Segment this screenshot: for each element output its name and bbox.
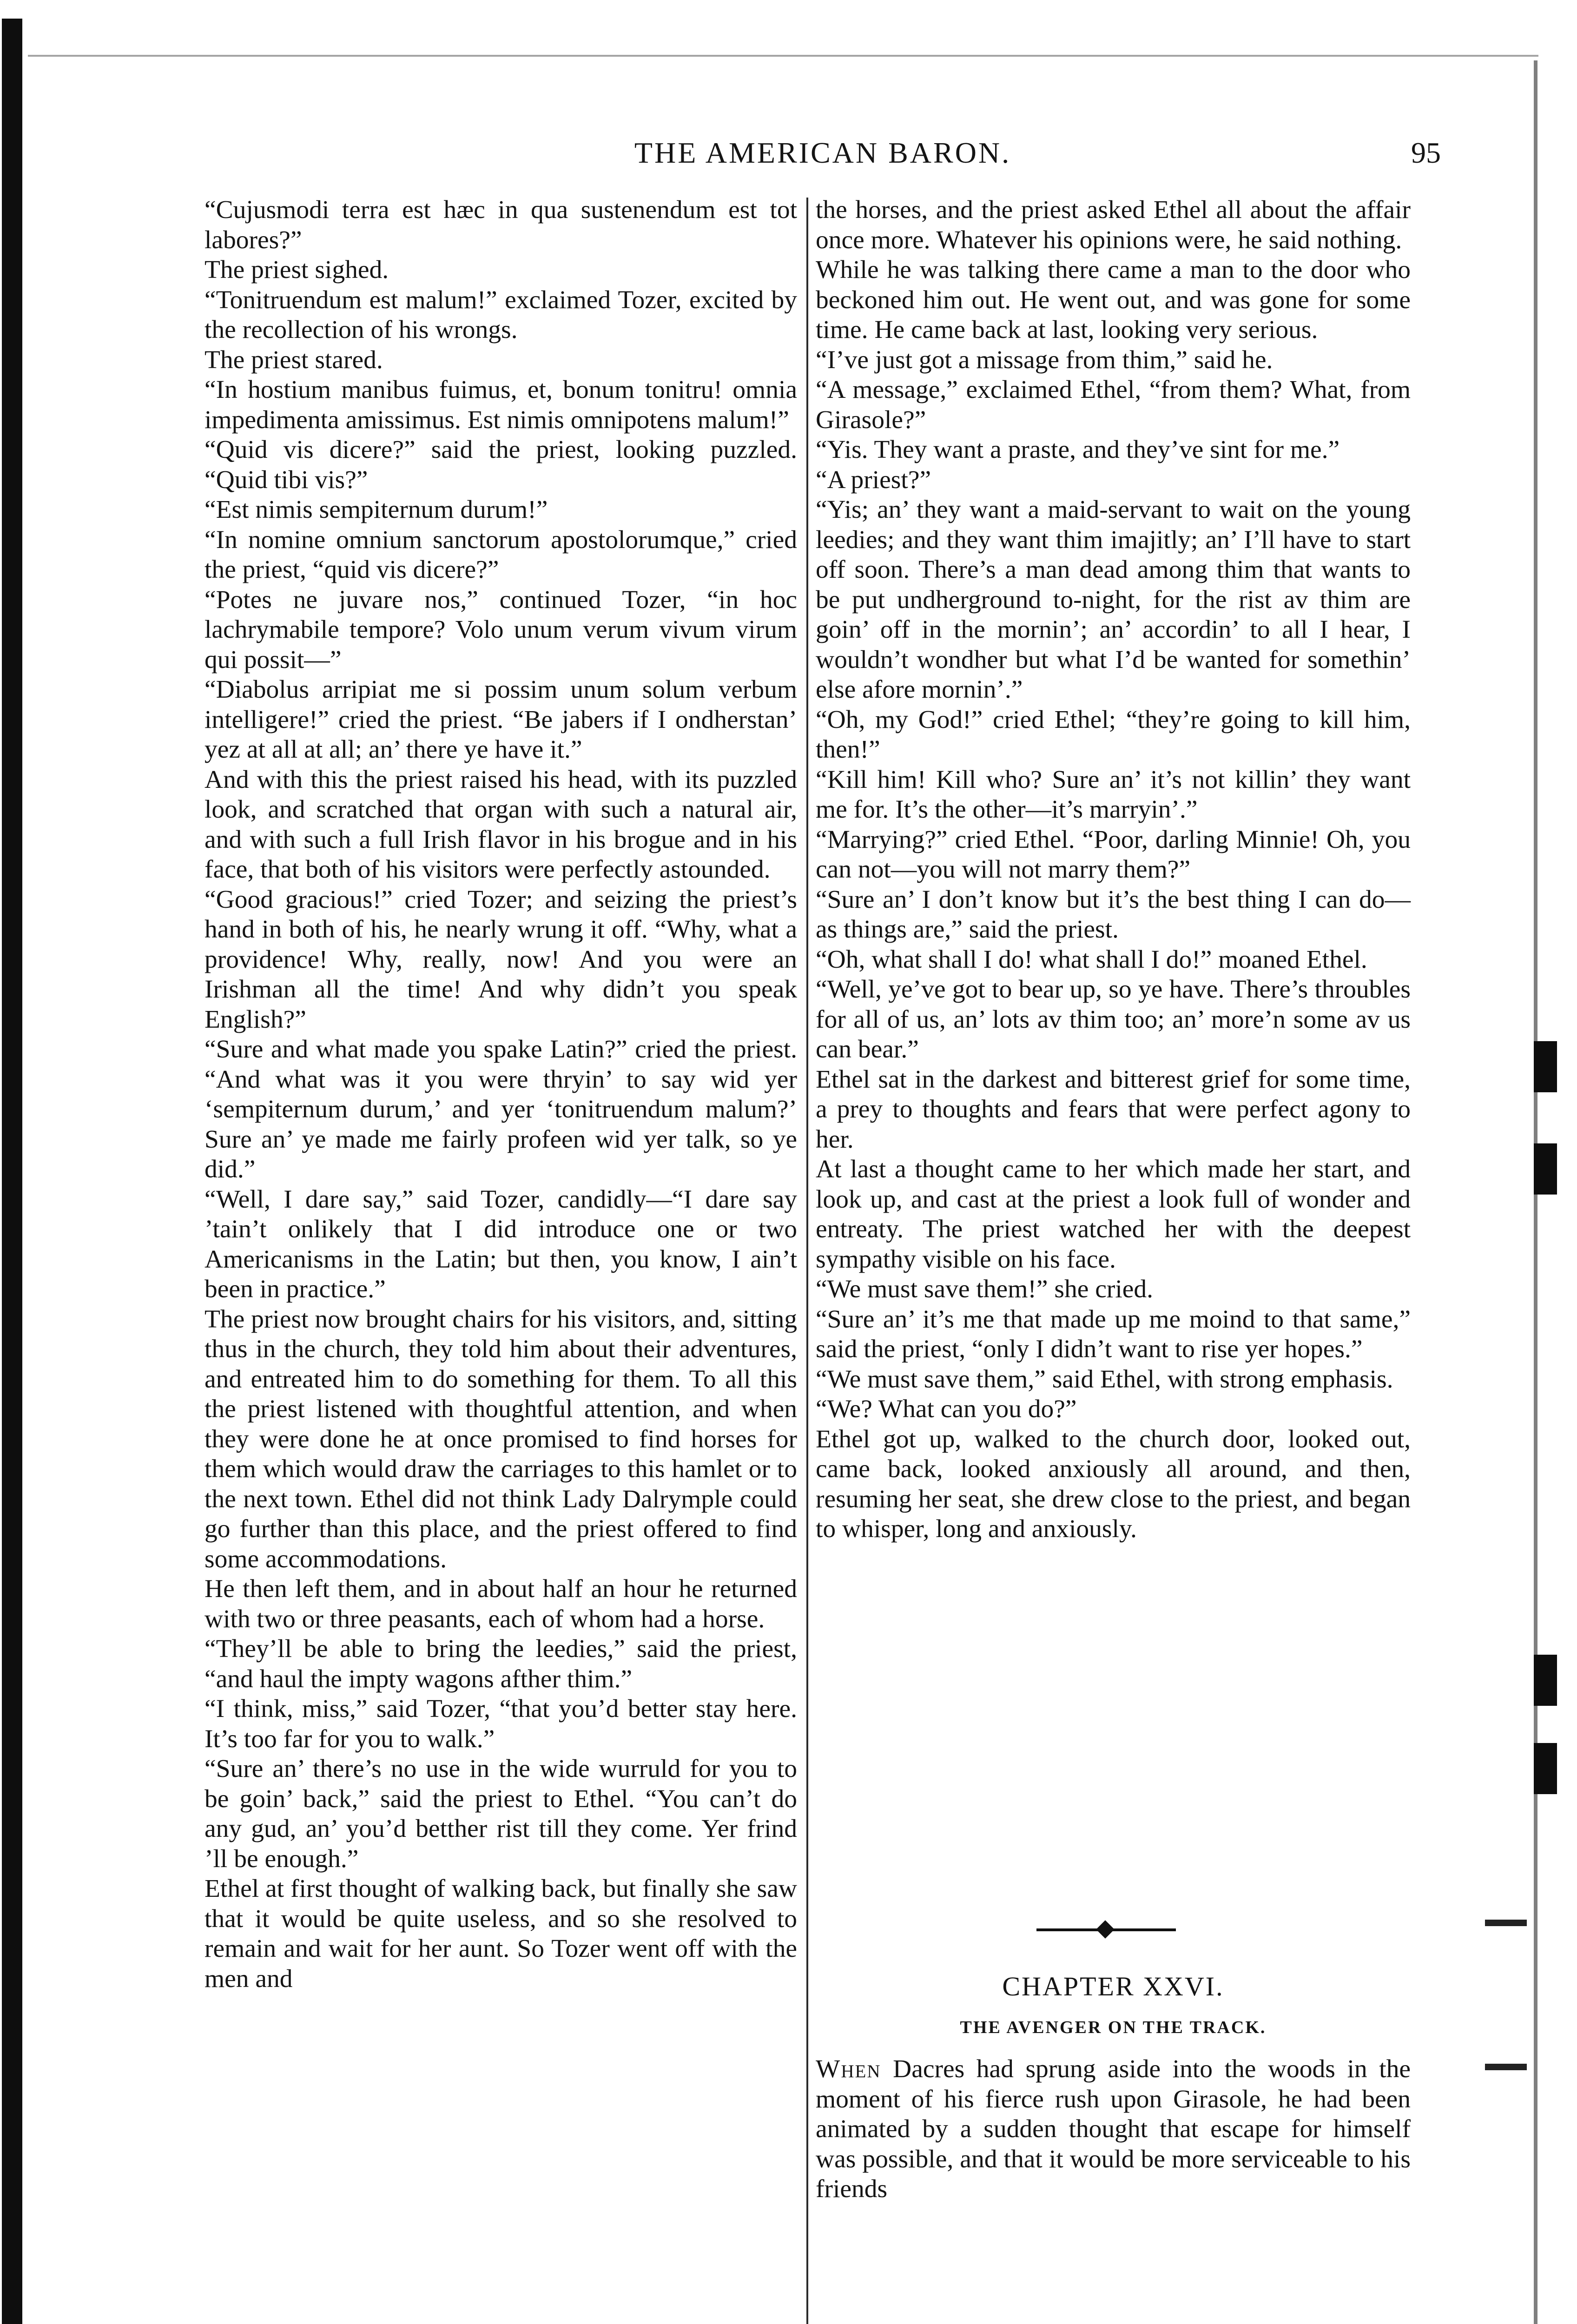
paragraph: “We? What can you do?” bbox=[816, 1395, 1077, 1423]
scan-margin-mark bbox=[1534, 1655, 1557, 1706]
paragraph: “We must save them!” she cried. bbox=[816, 1275, 1153, 1303]
left-column bbox=[205, 195, 797, 1994]
paragraph: “A priest?” bbox=[816, 465, 931, 494]
section-separator-ornament bbox=[1036, 1922, 1176, 1938]
page-binding-edge bbox=[2, 19, 22, 2324]
paragraph: “Kill him! Kill who? Sure an’ it’s not killin’ they want me for. It’s the other—it’s marryin’.” bbox=[816, 765, 1411, 824]
running-title: THE AMERICAN BARON. bbox=[634, 136, 1011, 169]
page-top-edge bbox=[28, 55, 1538, 57]
paragraph: Ethel sat in the darkest and bitterest grief for some time, a prey to thoughts and fears that were perfect agony to her. bbox=[816, 1065, 1411, 1154]
paragraph: “Diabolus arripiat me si possim unum solum verbum intelligere!” cried the priest. “Be jabers if I ondherstan’ yez at all at all; an’ there ye have it.” bbox=[205, 675, 797, 764]
paragraph: He then left them, and in about half an hour he returned with two or three peasants, each of whom had a horse. bbox=[205, 1575, 797, 1633]
paragraph: The priest now brought chairs for his visitors, and, sitting thus in the church, they told him about their adventures, and entreated him to do something for them. To all this the priest listened with thoughtful attention, and when they were done he at once promised to find horses for them which would draw the carriages to this hamlet or to the next town. Ethel did not think Lady Dalrymple could go further than this place, and the priest offered to find some accommodations. bbox=[205, 1305, 797, 1573]
page-number: 95 bbox=[1411, 136, 1441, 169]
scan-margin-stroke bbox=[1485, 1920, 1527, 1926]
paragraph: “Quid vis dicere?” said the priest, looking puzzled. “Quid tibi vis?” bbox=[205, 436, 797, 494]
paragraph: The priest stared. bbox=[205, 345, 383, 374]
paragraph: “I’ve just got a missage from thim,” said he. bbox=[816, 345, 1273, 374]
paragraph: “Well, ye’ve got to bear up, so ye have. There’s throubles for all of us, an’ lots av thim too; an’ more’n some av us can bear.” bbox=[816, 975, 1411, 1063]
paragraph: And with this the priest raised his head, with its puzzled look, and scratched that organ with such a natural air, and with such a full Irish flavor in his brogue and in his face, that both of his visitors were perfectly astounded. bbox=[205, 765, 797, 884]
running-head bbox=[205, 136, 1441, 182]
paragraph: “Well, I dare say,” said Tozer, candidly—“I dare say ’tain’t onlikely that I did introduce one or two Americanisms in the Latin; but then, you know, I ain’t been in practice.” bbox=[205, 1185, 797, 1303]
paragraph: “Sure an’ there’s no use in the wide wurruld for you to be goin’ back,” said the priest to Ethel. “You can’t do any gud, an’ you’d betther rist till they come. Yer frind ’ll be enough.” bbox=[205, 1755, 797, 1873]
paragraph: At last a thought came to her which made her start, and look up, and cast at the priest a look full of wonder and entreaty. The priest watched her with the deepest sympathy visible on his face. bbox=[816, 1155, 1411, 1274]
scan-margin-stroke bbox=[1485, 2064, 1527, 2070]
paragraph: “Sure and what made you spake Latin?” cried the priest. “And what was it you were thryin’ to say wid yer ‘sempiternum durum,’ and yer ‘tonitruendum malum?’ Sure an’ ye made me fairly profeen wid yer talk, so ye did.” bbox=[205, 1035, 797, 1183]
paragraph: “We must save them,” said Ethel, with strong emphasis. bbox=[816, 1365, 1393, 1393]
paragraph: Ethel got up, walked to the church door, looked out, came back, looked anxiously all around, and then, resuming her seat, she drew close to the priest, and began to whisper, long and anxiously. bbox=[816, 1425, 1411, 1543]
paragraph: “A message,” exclaimed Ethel, “from them? What, from Girasole?” bbox=[816, 376, 1411, 434]
paragraph: While he was talking there came a man to the door who beckoned him out. He went out, and was gone for some time. He came back at last, looking very serious. bbox=[816, 256, 1411, 344]
scan-margin-mark bbox=[1534, 1143, 1557, 1195]
paragraph: The priest sighed. bbox=[205, 256, 389, 284]
paragraph: “Marrying?” cried Ethel. “Poor, darling Minnie! Oh, you can not—you will not marry them?” bbox=[816, 825, 1411, 884]
paragraph: “Est nimis sempiternum durum!” bbox=[205, 495, 548, 524]
paragraph: “Yis. They want a praste, and they’ve sint for me.” bbox=[816, 436, 1340, 464]
paragraph: “In nomine omnium sanctorum apostolorumque,” cried the priest, “quid vis dicere?” bbox=[205, 525, 797, 584]
paragraph: “They’ll be able to bring the leedies,” said the priest, “and haul the impty wagons afther thim.” bbox=[205, 1635, 797, 1693]
paragraph: “Cujusmodi terra est hæc in qua sustenendum est tot labores?” bbox=[205, 196, 797, 254]
paragraph: “Yis; an’ they want a maid-servant to wait on the young leedies; and they want thim imajitly; an’ I’ll have to start off soon. There’s a man dead among thim that wants to be put undherground to-night, for the rist av thim are goin’ off in the mornin’; an’ accordin’ to all I hear, I wouldn’t wondher but what I’d be wanted for somethin’ else afore mornin’.” bbox=[816, 495, 1411, 704]
chapter-opening-text: Dacres had sprung aside into the woods in the moment of his fierce rush upon Girasole, he had been animated by a sudden thought that escape for himself was possible, and that it would be more serviceable to his friends bbox=[816, 2055, 1411, 2203]
paragraph: “Tonitruendum est malum!” exclaimed Tozer, excited by the recollection of his wrongs. bbox=[205, 285, 797, 344]
scan-margin-mark bbox=[1534, 1041, 1557, 1092]
paragraph: the horses, and the priest asked Ethel all about the affair once more. Whatever his opinions were, he said nothing. bbox=[816, 196, 1411, 254]
chapter-heading: CHAPTER XXVI. bbox=[1002, 1971, 1224, 2001]
paragraph: “I think, miss,” said Tozer, “that you’d better stay here. It’s too far for you to walk.” bbox=[205, 1695, 797, 1753]
paragraph: “In hostium manibus fuimus, et, bonum tonitru! omnia impedimenta amissimus. Est nimis omnipotens malum!” bbox=[205, 376, 797, 434]
paragraph: “Good gracious!” cried Tozer; and seizing the priest’s hand in both of his, he nearly wrung it off. “Why, what a providence! Why, really, now! And you were an Irishman all the time! And why didn’t you speak English?” bbox=[205, 885, 797, 1034]
paragraph: “Sure an’ I don’t know but it’s the best thing I can do—as things are,” said the priest. bbox=[816, 885, 1411, 944]
right-column bbox=[816, 195, 1411, 1545]
paragraph: “Potes ne juvare nos,” continued Tozer, “in hoc lachrymabile tempore? Volo unum verum vivum virum qui possit—” bbox=[205, 585, 797, 674]
paragraph: “Oh, my God!” cried Ethel; “they’re going to kill him, then!” bbox=[816, 705, 1411, 764]
paragraph: “Sure an’ it’s me that made up me moind to that same,” said the priest, “only I didn’t want to rise yer hopes.” bbox=[816, 1305, 1411, 1363]
paragraph: Ethel at first thought of walking back, but finally she saw that it would be quite useless, and so she resolved to remain and wait for her aunt. So Tozer went off with the men and bbox=[205, 1875, 797, 1993]
column-divider bbox=[806, 198, 808, 2324]
chapter-opening bbox=[816, 2054, 1411, 2205]
scan-margin-mark bbox=[1534, 1743, 1557, 1794]
chapter-subtitle: THE AVENGER ON THE TRACK. bbox=[960, 2018, 1267, 2037]
paragraph: “Oh, what shall I do! what shall I do!” moaned Ethel. bbox=[816, 945, 1367, 974]
diamond-ornament-icon bbox=[1096, 1920, 1115, 1939]
chapter-opening-word: When bbox=[816, 2055, 881, 2083]
chapter-opening-paragraph bbox=[816, 2054, 1411, 2205]
